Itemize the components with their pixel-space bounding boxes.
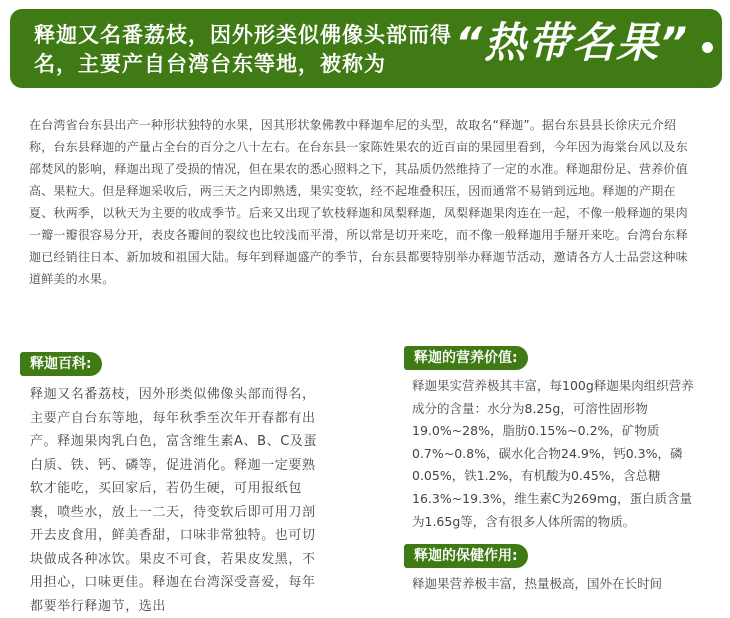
nutrition-text: 释迦果实营养极其丰富，每100g释迦果肉组织营养成分的含量：水分为8.25g，可溶性固形物19.0%~28%，脂肪0.15%~0.2%，矿物质0.7%~0.8%，碳水化合物24.9%，钙0.3%，磷0.05%，铁1.2%，有机酸为0.45%，含总糖16.3%~19.3%，维生素C为269mg，蛋白质含量为1.65g等，含有很多人体所需的物质。	[412, 378, 694, 529]
banner-slogan: “热带名果”	[455, 18, 690, 67]
health-label: 释迦的保健作用:	[404, 544, 528, 568]
encyclopedia-label: 释迦百科:	[20, 352, 102, 376]
banner-headline: 释迦又名番荔枝，因外形类似佛像头部而得名，主要产自台湾台东等地，被称为	[34, 23, 452, 76]
intro-paragraph: 在台湾省台东县出产一种形状独特的水果，因其形状象佛教中释迦牟尼的头型，故取名“释迦”。据台东县县长徐庆元介绍称，台东县释迦的产量占全台的百分之八十左右。在台东县一家陈姓果农的近百亩的果园里看到，今年因为海棠台风以及东部焚风的影响，释迦出现了受损的情况，但在果农的悉心照料之下，其品质仍然维持了一定的水准。释迦甜份足、营养价值高、果粒大。但是释迦采收后，两三天之内即熟透，果实变软，经不起堆叠积压，因而通常不易销到远地。释迦的产期在夏、秋两季，以秋天为主要的收成季节。后来又出现了软枝释迦和凤梨释迦，凤梨释迦果肉连在一起，不像一般释迦的果肉一瓣一瓣很容易分开，表皮各瓣间的裂纹也比较浅而平滑，所以常是切开来吃，而不像一般释迦用手掰开来吃。台湾台东释迦已经销往日本、新加坡和祖国大陆。每年到释迦盛产的季节，台东县都要特别举办释迦节活动，邀请各方人士品尝这种味道鲜美的水果。	[29, 118, 688, 286]
nutrition-label: 释迦的营养价值:	[404, 346, 528, 370]
banner-dot-icon	[702, 42, 713, 53]
encyclopedia-text: 释迦又名番荔枝，因外形类似佛像头部而得名，主要产自台东等地，每年秋季至次年开春都有出产。释迦果肉乳白色，富含维生素A、B、C及蛋白质、铁、钙、磷等，促进消化。释迦一定要熟软才能吃，买回家后，若仍生硬，可用报纸包裹，喷些水，放上一二天，待变软后即可用刀剖开去皮食用，鲜美香甜，口味非常独特。也可切块做成各种冰饮。果皮不可食，若果皮发黑，不用担心，口味更佳。释迦在台湾深受喜爱，每年都要举行释迦节，选出	[30, 387, 318, 614]
health-text: 释迦果营养极丰富，热量极高，国外在长时间	[412, 576, 663, 591]
